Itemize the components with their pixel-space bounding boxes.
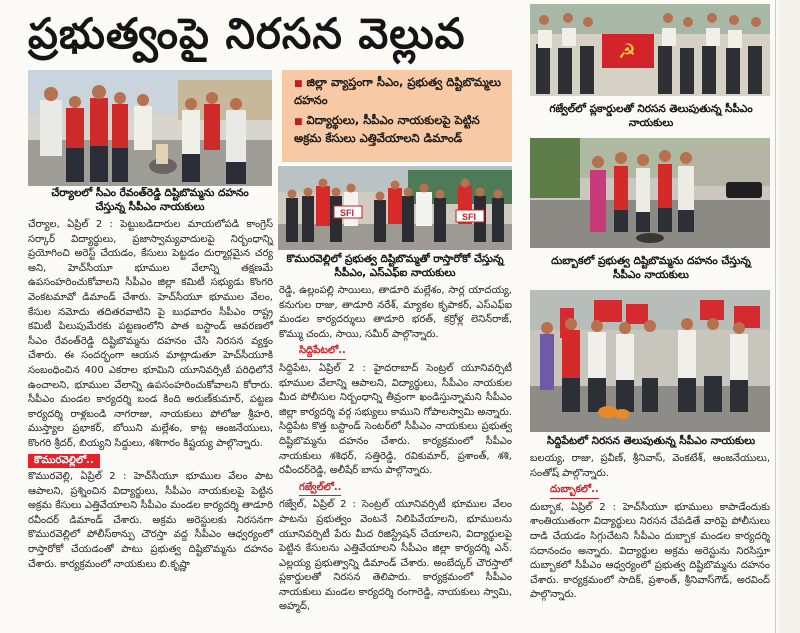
photo-gajwel [530,4,770,96]
caption-siddipet: సిద్దిపేటలో నిరసన తెలుపుతున్న సీపీఎం నాయకులు [546,435,756,447]
column-3 [530,452,770,630]
article-komuravelli-cont: రెడ్డి, ఉల్లంపల్లి సాయిలు, తాడూరి మల్లేశం, సార్ల యాదయ్య, కనుగుల రాజు, తాడూరి నరేశ్, మ్యాకల కృపాకర్, ఎస్‌ఎఫ్‌ఐ మండల కార్యదర్శులు తాడూరి భరత్, కర్రోళ్ల లెనిన్‌రాజ్, కొమ్ము చందు, సాయి, సమీర్ పాల్గొన్నారు. [279,285,512,340]
subhead-komuravelli: కొమురవెల్లిలో.. [28,454,100,469]
sfi-banner-left: SFI [340,208,355,218]
photo-komuravelli [278,166,512,250]
caption-komuravelli: కొమురవెల్లిలో ప్రభుత్వ దిష్టిబొమ్మతో రాస్తారోకో చేస్తున్న సీపీఎం, ఎస్‌ఎఫ్‌ఐ నాయకులు [286,253,504,279]
adjacent-page-edge [779,0,800,633]
article-komuravelli: కొమురవెల్లి, ఏప్రిల్ 2 : హెచ్‌సీయూ భూముల వేలం పాట ఆపాలని, ప్రశ్నించిన విద్యార్థులు, సీపీఎం నాయకులపై పెట్టిన అక్రమ కేసులు ఎత్తివేయాలని సీపీఎం మండల కార్యదర్శి తాడూరి రవీందర్ డిమాండ్ చేశారు. అక్రమ అరెస్టులకు నిరసనగా కొమురవెల్లిలో పోలీస్‌ఠాన్పు చౌరస్తా వద్ద సీపీఎం ఆధ్వర్యంలో రాస్తారోకో చేయడంతో పాటు ప్రభుత్వ దిష్టిబొమ్మను దహనం చేశారు. కార్యక్రమంలో నాయకులు బి.కృష్ణా [28,471,273,570]
article-dubbaka: దుబ్బాక, ఏప్రిల్ 2 : హెచ్‌సీయూ భూములు కాపాడేందుకు శాంతియుతంగా విద్యార్థులు నిరసన చేపడితే వారిపై పోలీసులు దాడి చేయడం సిగ్గుచేటని సీపీఎం దుబ్బాక మండల కార్యదర్శి సదానందం అన్నారు. విద్యార్థుల అక్రమ అరెస్టును నిరసిస్తూ దుబ్బాకలో సీపీఎం ఆధ్వర్యంలో ప్రభుత్వ దిష్టిబొమ్మను దహనం చేశారు. కార్యక్రమంలో సాదిక్, ప్రశాంత్, శ్రీనివాస్‌గౌడ్, అరవింద్ పాల్గొన్నారు. [530,501,770,601]
caption-cheryal: చేర్యాలలో సీఎం రేవంత్‌రెడ్డి దిష్టిబొమ్మను దహనం చేస్తున్న సీపీఎం నాయకులు [51,187,249,213]
article-gajwel-cont: బలయ్య, రాజు, ప్రవీణ్, శ్రీనివాస్, వెంకటేశ్, ఆంజనేయులు, సంతోష్ పాల్గొన్నారు. [530,453,770,479]
sfi-banner-right: SFI [462,212,477,222]
highlight-item: ■ విద్యార్థులు, సీపీఎం నాయకులపై పెట్టిన అక్రమ కేసులు ఎత్తివేయాలని డిమాండ్ [294,113,480,145]
subhead-gajwel: గజ్వేల్‌లో.. [299,481,341,497]
photo-cheryal [28,70,272,186]
column-2 [279,284,512,630]
subhead-siddipet: సిద్దిపేటలో.. [299,344,346,360]
highlight-box [282,70,512,162]
article-siddipet: సిద్దిపేట, ఏప్రిల్ 2 : హైదరాబాద్ సెంట్రల్ యూనివర్సిటీ భూముల వేలాన్ని ఆపాలని, విద్యార్థులు, సీపీఎం నాయకుల మీద పోలీసుల నిర్బంధాన్ని తీవ్రంగా ఖండిస్తున్నామని సీపీఎం జిల్లా కార్యదర్శి వర్గ సభ్యులు కాముని గోపాలస్వామి అన్నారు. సిద్దిపేట కొత్త బస్టాండ్ సెంటర్‌లో సీపీఎం నాయకులు ప్రభుత్వ దిష్టిబొమ్మను దహనం చేశారు. కార్యక్రమంలో సీపీఎం నాయకులు శశిధర్, సత్తిరెడ్డి, రవికుమార్, ప్రశాంత్, శశి, రవీందర్‌రెడ్డి, అలీషేర్ బాను పాల్గొన్నారు. [279,362,512,477]
caption-gajwel: గజ్వేల్‌లో ప్లకార్డులతో నిరసన తెలుపుతున్న సీపీఎం నాయకులు [549,103,753,129]
article-cheryal: చేర్యాల, ఏప్రిల్ 2 : పెట్టుబడిదారుల మాయలోపడి కాంగ్రెస్ సర్కార్ విద్యార్థులు, ప్రజాస్వామ్యవాదులపై నిర్బంధాన్ని ప్రయోగించి అరెస్ట్ చేయడం, కేసులు పెట్టడం దుర్మార్గమైన చర్య అని, హెచ్‌సీయూ భూముల వేలాన్ని తక్షణమే ఉపసంహరించుకోవాలని సీపీఎం జిల్లా కమిటీ సభ్యుడు కొంగరి వెంకటమావో డిమాండ్ చేశారు. హెచ్‌సీయూ భూముల వేలం, కేసుల నమోదు తదితరవాటిని పై బుధవారం సీపీఎం రాష్ట్ర కమిటీ పిలుపుమేరకు పట్టణంలోని పాత బస్టాండ్ ఆవరణలో సీఎం రేవంత్‌రెడ్డి దిష్టిబొమ్మను దహనం చేసి నిరసన వ్యక్తం చేశారు. ఈ సందర్భంగా ఆయన మాట్లాడుతూ హెచ్‌సీయూకి సంబంధించిన 400 ఎకరాల భూమిని యూనివర్సిటీ పరిధిలోనే ఉంచాలని, భూముల వేలాన్ని ఉపసంహరించుకోవాలని కోరారు. సీపీఎం మండల కార్యదర్శి బండ కింది అరుణ్‌కుమార్, పట్టణ కార్యదర్శి రాళ్లబండి నాగరాజు, నాయకులు పోలోజు శ్రీహరి, ముస్త్యాల ప్రభాకర్, బోయిని మల్లేశం, కాట్ల ఆంజనేయులు, కొంగరి శ్రీదర్, బియ్యని సిద్దులు, శశిగారం కిష్టయ్య పాల్గొన్నారు. [28,219,273,449]
photo-dubbaka [530,138,770,248]
headline: ప్రభుత్వంపై నిరసన వెల్లువ [28,9,466,58]
article-gajwel: గజ్వేల్, ఏప్రిల్ 2 : సెంట్రల్ యూనివర్సిటీ భూముల వేలం పాటను ప్రభుత్వం వెంటనే నిలిపివేయాలని, భూములను యూనివర్సిటీ పేరు మీద రిజిస్ట్రేషన్ చేయాలని, విద్యార్థులపై పెట్టిన కేసులను ఎత్తివేయాలని సీపీఎం జిల్లా కార్యదర్శి ఎన్. ఎల్లయ్య ప్రభుత్వాన్ని డిమాండ్ చేశారు. అంబేద్కర్ చౌరస్తాలో ప్లకార్డులతో నిరసన తెలిపారు. కార్యక్రమంలో సీపీఎం నాయకులు మండల కార్యదర్శి రంగారెడ్డి, నాయకులు స్వామి, అహ్మద్, [279,499,512,613]
caption-dubbaka: దుబ్బాకలో ప్రభుత్వ దిష్టిబొమ్మను దహనం చేస్తున్న సీపీఎం నాయకులు [551,255,751,281]
subhead-dubbaka: దుబ్బాకలో.. [550,483,599,499]
highlight-item: ■ జిల్లా వ్యాప్తంగా సీఎం, ప్రభుత్వ దిష్టిబొమ్మలు దహనం [294,75,501,107]
page-divider [775,0,776,633]
column-1 [28,218,273,630]
photo-siddipet [530,290,770,432]
svg-text:☭: ☭ [618,39,636,63]
